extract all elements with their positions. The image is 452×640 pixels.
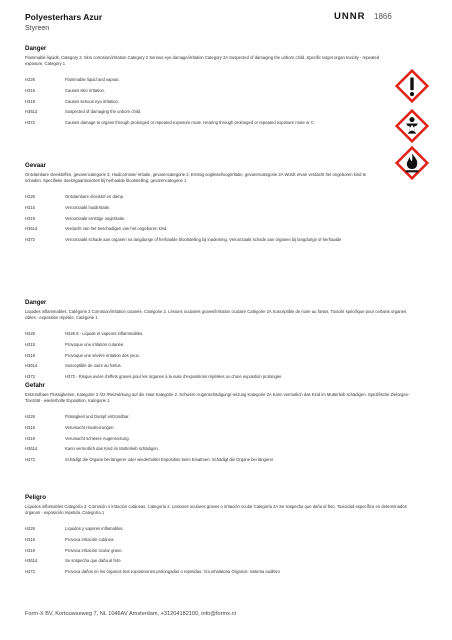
h-code: H226 [25,194,36,200]
h-code: H372 [25,456,36,462]
hazard-section-de [25,382,417,467]
h-code: H315 [25,425,36,430]
hazard-statement [25,446,417,451]
h-code: H319 [25,547,36,553]
h-text: H372 - Risque avéré d'effets graves pour les organes à la suite d'expositions répétées ou d'une exposition prolongée [65,373,282,379]
h-code: H315 [25,342,36,347]
hazard-statement [25,425,417,430]
hazard-statement [25,205,417,210]
hazard-statement [25,99,417,104]
h-code: H372 [25,119,36,125]
h-text: Veroorzaakt huidirritatie. [65,205,111,210]
section-summary: Flammable liquids, Category 3. Skin corrosion/irritation Category 2 Serious eye damage/irritation Category 2A Suspected of damaging the unborn child. Specific target organ toxicity - repeated exposure, Category 1 [25,55,380,67]
h-text: Veroorzaakt schade aan organen na langdurige of herhaalde blootstelling bij inademing. Veroorzaakt schade aan organen bij langdurige of herhaalde [65,236,342,242]
hazard-statement [25,537,417,542]
hazard-statement [25,237,417,242]
section-summary: Entzündbare Flüssigkeiten, Kategorie 3 Ätz-/Reizwirkung auf die Haut Kategorie 2. Schwere Augenschädigung/-reizung Kategorie 2A Kann vermutlich das Kind im Mutterleib schädigen. Spezifische Zielorgan-Toxizität - wiederholte Exposition, Kategorie 1 [25,392,410,404]
hazard-statement [25,548,417,553]
hazard-statement [25,457,417,462]
h-code: H361d [25,363,38,369]
hazard-statement [25,414,417,419]
product-code: 1866 [374,12,392,21]
h-text: Veroorzaakt ernstige oogirritatie. [65,215,126,221]
hazard-statement [25,558,417,563]
h-text: Provoca daños en los órganos tras exposiciones prolongadas o repetidas. Vía inhalatoria Órganos: sistema auditivo [65,568,280,574]
h-text: Flüssigkeit und Dampf entzündbar. [65,414,130,420]
h-code: H319 [25,352,36,358]
h-text: Susceptible de nuire au fœtus. [65,363,122,369]
h-code: H315 [25,537,36,542]
h-code: H319 [25,98,36,104]
h-code: H226 [25,526,36,532]
hazard-statement [25,526,417,531]
section-heading: Danger [25,299,47,306]
h-text: Causes damage to organs through prolonged or repeated exposure route. Hearing through prolonged or repeated exposure route or C [65,119,314,125]
hazard-statement [25,88,417,93]
h-code: H361d [25,226,38,232]
h-text: Se sospecha que daña al feto. [65,558,122,564]
hazard-statement [25,374,417,379]
h-code: H361d [25,109,38,115]
h-text: Provoca irritación cutánea. [65,537,115,542]
h-code: H226 [25,414,36,420]
hazard-section-fr [25,299,417,384]
section-heading: Danger [25,45,47,52]
hazard-statement [25,331,417,336]
h-text: Provoque une irritation cutanée. [65,342,125,347]
section-summary: Líquidos inflamables Categoría 3. Corrosión o irritación cutáneas, Categoría 2. Lesiones oculares graves o irritación ocular Categoría 2A Se sospecha que daña al feto. Toxicidad específica en determinados órganos - exposición repetida. Categoría 1 [25,504,407,516]
hazard-statement [25,120,417,125]
h-code: H372 [25,373,36,379]
h-text: Kann vermutlich das Kind im Mutterleib schädigen. [65,446,160,452]
hazard-section-en [25,45,417,130]
hazard-statement [25,353,417,358]
supplier-footer: Form-X BV, Kortouwseweg 7, NL 1046AV Amsterdam, +31204182100, info@formx.nl [25,611,236,617]
section-heading: Gefahr [25,382,45,389]
h-text: Verursacht schwere Augenreizung. [65,435,130,441]
h-code: H319 [25,215,36,221]
h-text: Suspected of damaging the unborn child. [65,109,142,115]
hazard-statement [25,77,417,82]
h-code: H361d [25,446,38,452]
hazard-statement [25,194,417,199]
h-code: H226 [25,331,36,337]
hazard-statement [25,436,417,441]
h-text: Ontvlambare vloeistof en damp. [65,194,125,200]
h-text: H226 8 - Liquide et vapeurs inflammables. [65,331,144,337]
section-heading: Peligro [25,494,46,501]
hazard-statement [25,216,417,221]
h-text: Flammable liquid and vapour. [65,77,120,83]
h-text: Causes skin irritation. [65,88,106,93]
h-text: Verdacht van het beschadigen van het ongeboren kind. [65,226,168,232]
h-code: H372 [25,236,36,242]
h-text: Verursacht Hautreizungen. [65,425,115,430]
h-code: H319 [25,435,36,441]
h-code: H315 [25,88,36,93]
hazard-statement [25,569,417,574]
h-text: Líquidos y vapores inflamables. [65,526,124,532]
hazard-statement [25,226,417,231]
h-text: Schädigt die Organe bei längerer oder wiederholter Exposition beim Einatmen. Schädigt die Organe bei längerer [65,456,274,462]
hazard-section-es [25,494,417,579]
hazard-section-nl [25,162,417,247]
hazard-statement [25,342,417,347]
h-text: Provoque une sévère irritation des yeux. [65,352,140,358]
section-summary: Liquides inflammables, Catégorie 3 Corrosion/irritation cutanée, Catégorie 2. Lésions oculaires graves/irritation oculaire Catégorie 2A Susceptible de nuire au fœtus. Toxicité spécifique pour certains organes cibles - exposition répétée, Catégorie 1 [25,309,407,321]
h-text: Causes serious eye irritation. [65,98,119,104]
product-title: Polyesterhars Azur [25,12,103,22]
hazard-statement [25,363,417,368]
h-text: Provoca irritación ocular grave. [65,547,123,553]
product-subtitle: Styreen [25,25,50,32]
h-code: H372 [25,568,36,574]
hazard-statement [25,109,417,114]
h-code: H361d [25,558,38,564]
h-code: H226 [25,77,36,83]
h-code: H315 [25,205,36,210]
brand-logo: UNNR [334,11,366,22]
section-summary: Ontvlambare vloeistoffen, gevarencategorie 3, Huidcorrosie/-irritatie, gevarencategorie 2, Ernstig oogletsel/oogirritatie, gevarencategorie 2A Wordt ervan verdacht het ongeboren kind te schaden. Specifieke doelorgaantoxiciteit bij herhaalde blootstelling, gevarencategorie 1 [25,172,367,184]
section-heading: Gevaar [25,162,46,169]
